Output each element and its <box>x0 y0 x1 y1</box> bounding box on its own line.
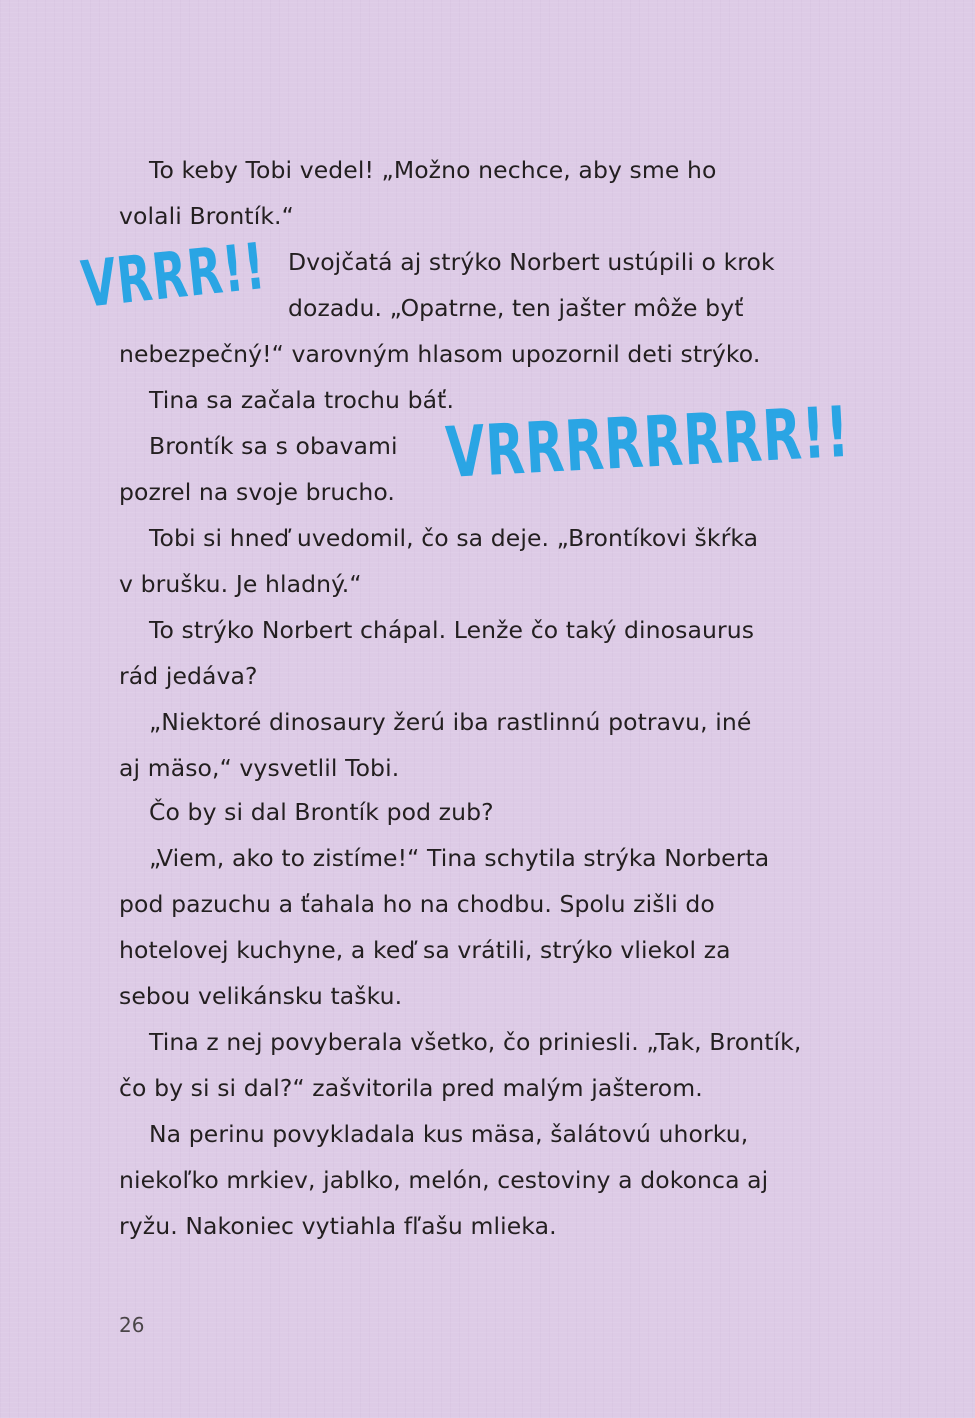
text-line: Tobi si hneď uvedomil, čo sa deje. „Brontíkovi škŕka <box>149 524 759 552</box>
text-line: rád jedáva? <box>119 662 258 690</box>
text-line: Brontík sa s obavami <box>149 432 398 460</box>
text-line: To strýko Norbert chápal. Lenže čo taký dinosaurus <box>149 616 755 644</box>
text-line: pod pazuchu a ťahala ho na chodbu. Spolu zišli do <box>119 890 715 918</box>
text-line: niekoľko mrkiev, jablko, melón, cestoviny a dokonca aj <box>119 1166 769 1194</box>
text-line: sebou velikánsku tašku. <box>119 982 403 1010</box>
text-line: aj mäso,“ vysvetlil Tobi. <box>119 754 400 782</box>
sound-effect-vrrr: VRRR!! <box>78 229 270 323</box>
text-line: čo by si si dal?“ zašvitorila pred malým jašterom. <box>119 1074 703 1102</box>
text-line: volali Brontík.“ <box>119 202 294 230</box>
text-line: v brušku. Je hladný.“ <box>119 570 362 598</box>
page-number: 26 <box>119 1313 145 1337</box>
text-line: Na perinu povykladala kus mäsa, šalátovú uhorku, <box>149 1120 749 1148</box>
text-line: nebezpečný!“ varovným hlasom upozornil deti strýko. <box>119 340 761 368</box>
text-line: Tina z nej povyberala všetko, čo priniesli. „Tak, Brontík, <box>149 1028 802 1056</box>
text-line: Čo by si dal Brontík pod zub? <box>149 798 494 826</box>
text-line: Dvojčatá aj strýko Norbert ustúpili o krok <box>288 248 775 276</box>
text-line: hotelovej kuchyne, a keď sa vrátili, strýko vliekol za <box>119 936 731 964</box>
text-line: ryžu. Nakoniec vytiahla fľašu mlieka. <box>119 1212 557 1240</box>
text-line: „Viem, ako to zistíme!“ Tina schytila strýka Norberta <box>149 844 770 872</box>
text-line: „Niektoré dinosaury žerú iba rastlinnú potravu, iné <box>149 708 752 736</box>
text-line: dozadu. „Opatrne, ten jašter môže byť <box>288 294 744 322</box>
text-line: To keby Tobi vedel! „Možno nechce, aby sme ho <box>149 156 717 184</box>
text-line: pozrel na svoje brucho. <box>119 478 396 506</box>
text-line: Tina sa začala trochu báť. <box>149 386 455 414</box>
sound-effect-vrrrrrrrr: VRRRRRRRR!! <box>443 390 852 494</box>
